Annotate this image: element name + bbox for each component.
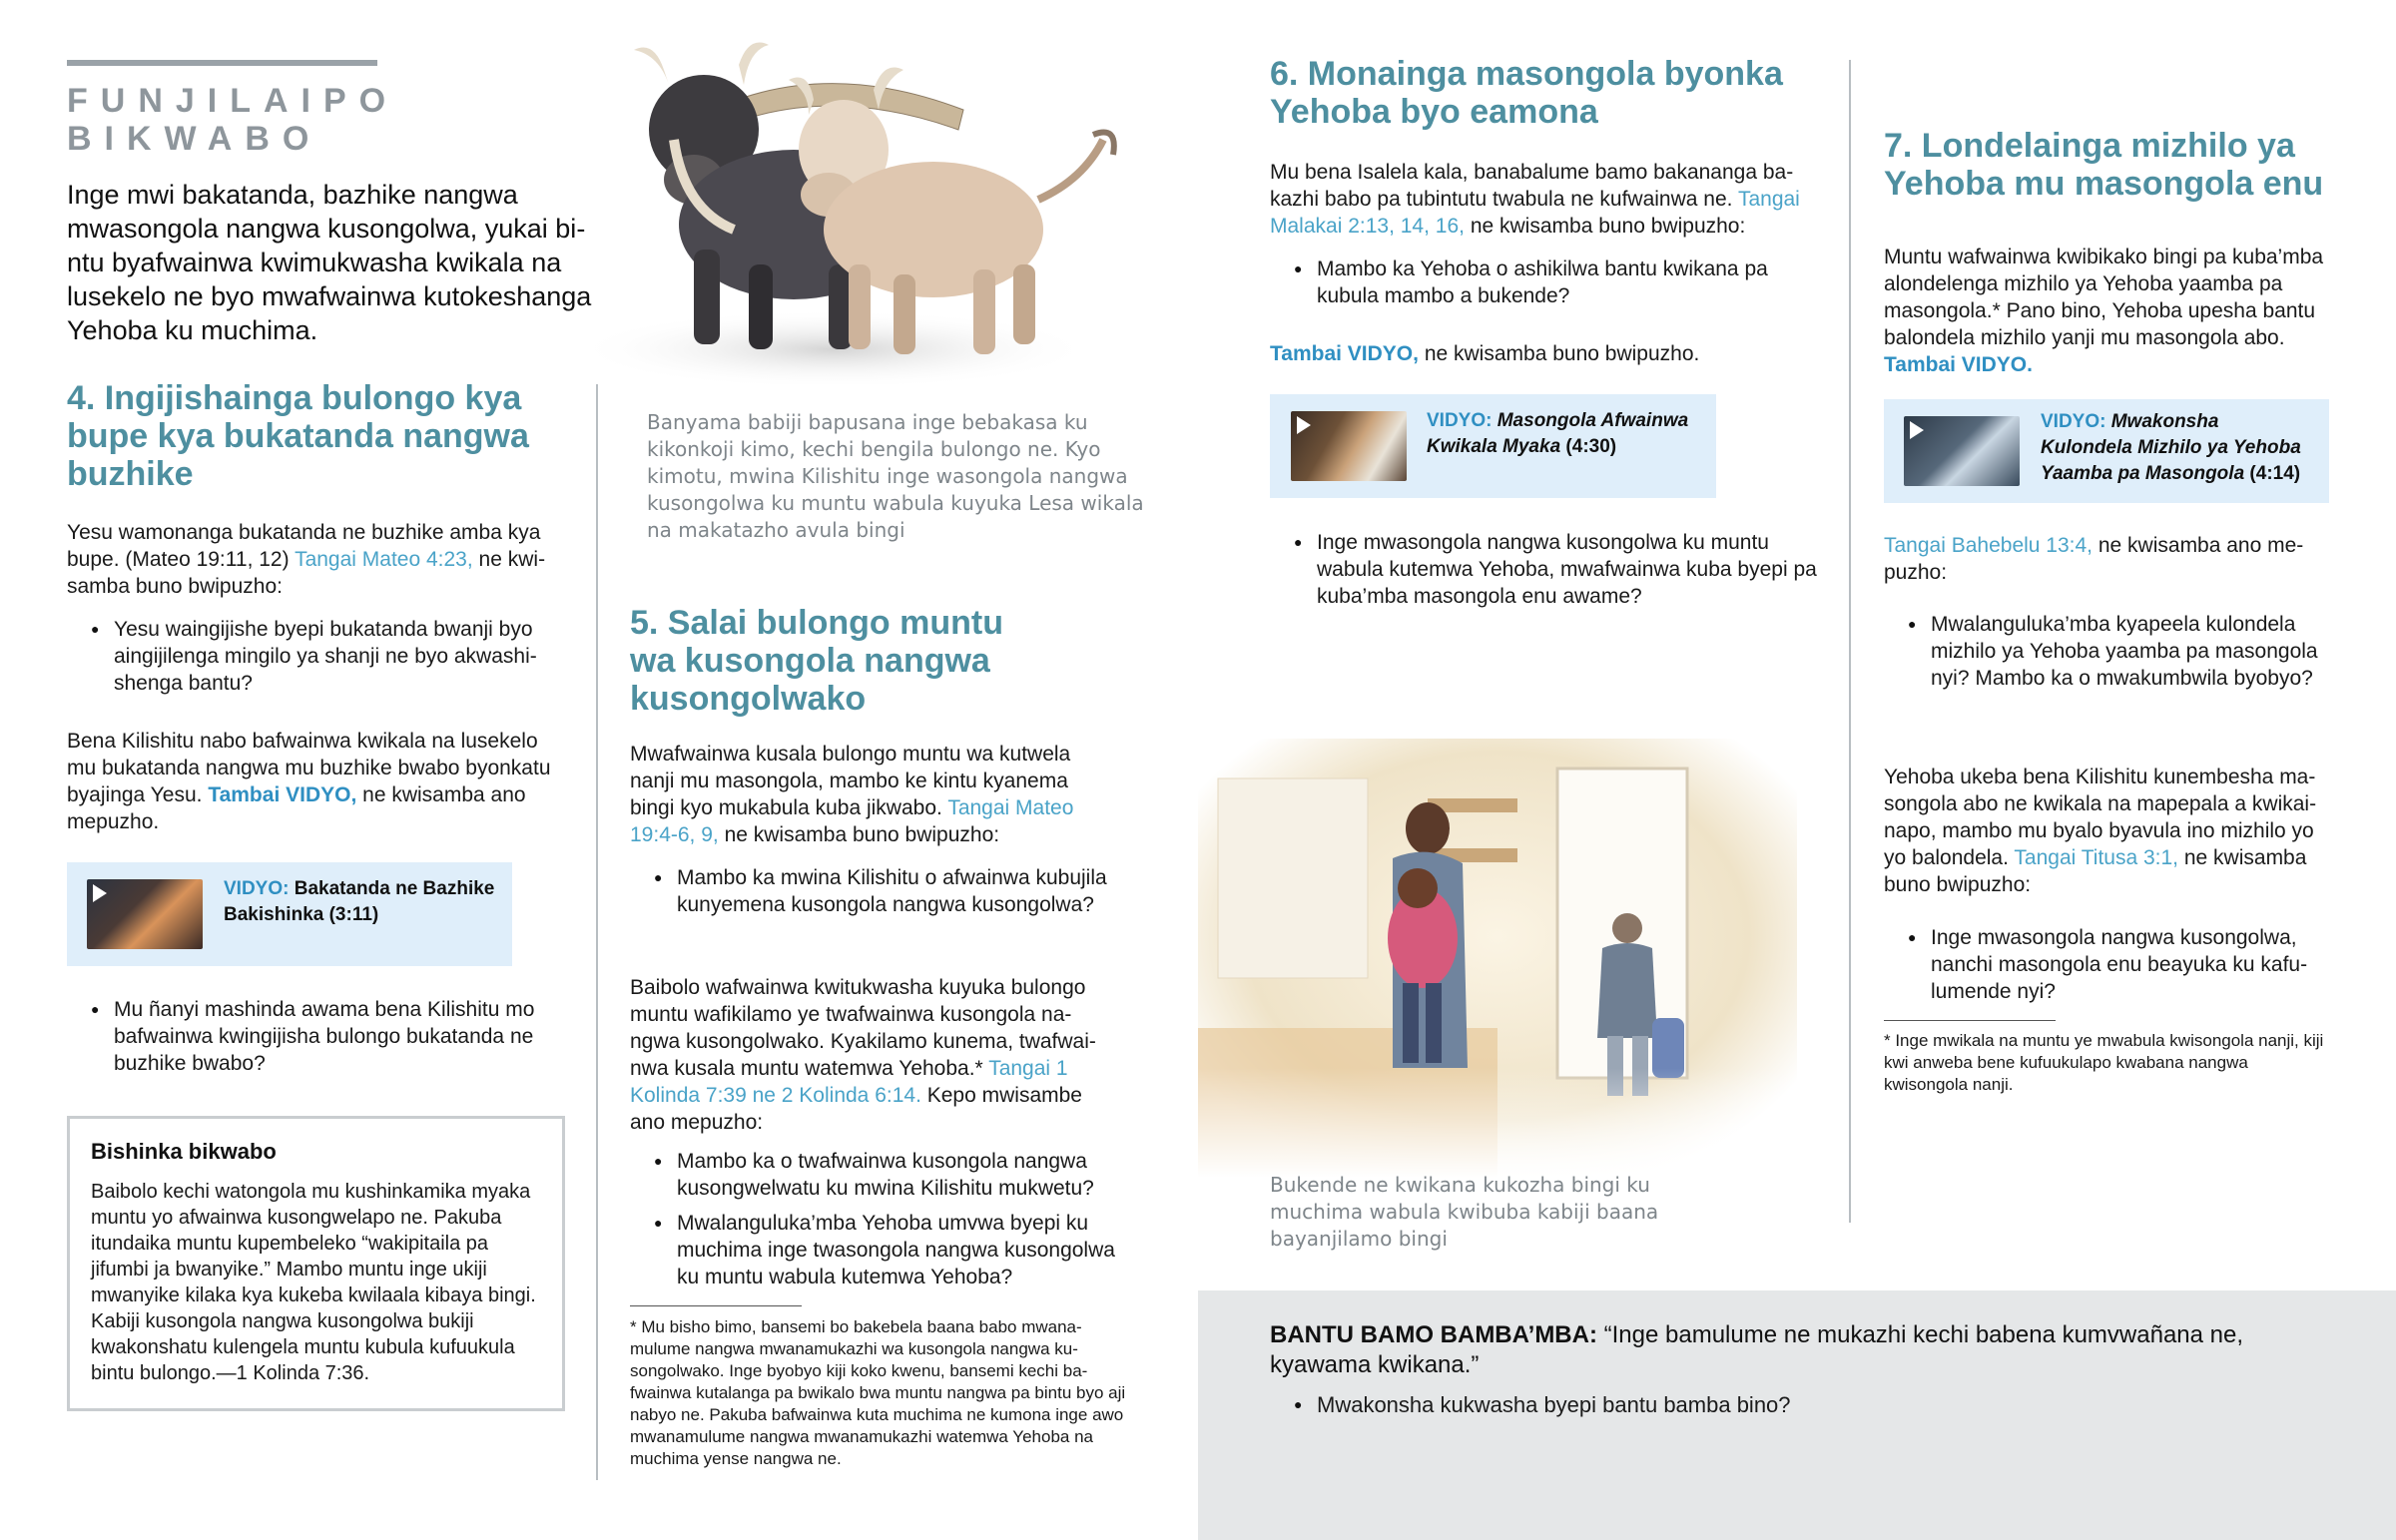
text: Kepo mwisambe ano mepuzho: — [630, 1084, 1082, 1134]
video-label: VIDYO: — [1427, 410, 1493, 431]
text: Bena Kilishitu nabo bafwainwa kwikala na lusekelo mu bukatanda nangwa mu buzhike bwabo byonkatu byajinga Yesu. — [67, 730, 551, 806]
panel-quote — [1270, 1320, 2268, 1380]
text: Baibolo wafwainwa kwitukwasha kuyuka bulongo muntu wafikilamo ye twafwainwa kusongola nangwa kusongolwako. Kyakilamo kunema, twafwainwa kusala muntu watemwa Yehoba.* — [630, 976, 1096, 1080]
window — [1218, 778, 1368, 978]
question-item: ● Mu ñanyi mashinda awama bena Kilishitu mo bafwainwa kwingijisha bulongo bukatanda ne buzhike bwabo? — [67, 996, 576, 1077]
question-item: ● Yesu waingijishe byepi bukatanda bwanji byo aingijilenga mingilo ya shanji ne byo akwashishenga bantu? — [67, 616, 566, 697]
play-icon[interactable] — [93, 884, 107, 902]
question-item: ● Inge mwasongola nangwa kusongolwa, nanchi masongola enu beayuka ku kafulumende nyi? — [1884, 924, 2333, 1005]
text: ne kwisamba buno bwipuzho: — [724, 823, 1000, 846]
section-6-title: 6. Monainga masongola byonka Yehoba byo eamona — [1270, 55, 1783, 131]
scripture-link[interactable]: Tangai Bahebelu 13:4, — [1884, 534, 2094, 557]
video-label: VIDYO: — [2041, 411, 2106, 432]
box-text: Baibolo kechi watongola mu kushinkamika myaka muntu yo afwainwa kusongwelapo ne. Pakuba itundaika muntu kupembeleko “wakipitaila pa jifumbi ja bwanyike.” Mambo muntu inge ukiji mwanyike kilaka kya kukeba kwilaala kibaya bingi. Kabiji kusongola nangwa kusongolwa bukiji kwakonshatu kulengela muntu kubula kufuukula bintu bulongo.—1 Kolinda 7:36. — [91, 1181, 536, 1384]
section-7-questions-2 — [1884, 924, 2333, 1013]
panel-questions — [1270, 1391, 2168, 1426]
text: Yesu wamonanga bukatanda ne buzhike amba kya bupe. (Mateo 19:11, 12) — [67, 521, 541, 571]
video-card-follow-laws[interactable] — [1884, 399, 2329, 503]
section-6-questions-2 — [1270, 529, 1824, 618]
video-duration: (4:14) — [2249, 463, 2301, 484]
section-5-paragraph-1 — [630, 741, 1099, 848]
video-link[interactable]: Tambai VIDYO. — [1884, 353, 2033, 376]
question-item: ● Mambo ka mwina Kilishitu o afwainwa kubujila kunyemena kusongola nangwa kusongolwa? — [630, 864, 1109, 918]
text: ne kwisamba buno bwipuzho: — [1470, 215, 1746, 238]
more-points-box — [67, 1116, 565, 1411]
question-item: ● Mambo ka Yehoba o ashikilwa bantu kwikana pa kubula mambo a bukende? — [1270, 256, 1809, 309]
section-4-questions-1 — [67, 616, 566, 705]
video-card-lasting-marriage[interactable] — [1270, 394, 1716, 498]
video-title: Masongola Afwainwa Kwikala Myaka — [1427, 410, 1689, 457]
section-6-questions-1 — [1270, 256, 1809, 317]
box-title: Bishinka bikwabo — [91, 1139, 277, 1164]
footnote-rule — [630, 1305, 802, 1306]
family-illustration — [1198, 739, 1797, 1178]
question-item: ● Inge mwasongola nangwa kusongolwa ku muntu wabula kutemwa Yehoba, mwafwainwa kuba byepi pa kuba’mba masongola enu awame? — [1270, 529, 1824, 610]
section-7-title: 7. Londelainga mizhilo ya Yehoba mu masongola enu — [1884, 127, 2324, 203]
section-6-paragraph-2 — [1270, 340, 1819, 367]
section-7-footnote: * Inge mwikala na muntu ye mwabula kwisongola nanji, kiji kwi anweba bene kufuukulapo kwabana nangwa kwisongola nanji. — [1884, 1031, 2324, 1094]
scripture-link[interactable]: Tangai Titusa 3:1, — [2014, 846, 2179, 869]
footnote-rule — [1884, 1020, 2056, 1021]
section-7-paragraph-3 — [1884, 764, 2333, 898]
section-5-title: 5. Salai bulongo muntu wa kusongola nangwa kusongolwako — [630, 604, 1003, 718]
video-text — [2041, 409, 2315, 487]
video-text — [1427, 408, 1702, 460]
scripture-link[interactable]: Tangai Mateo 19:4-6, 9, — [630, 796, 1074, 846]
column-divider — [596, 384, 598, 1480]
panel-label: BANTU BAMO BAMBA’MBA: — [1270, 1321, 1597, 1348]
section-4-paragraph-2 — [67, 728, 566, 835]
video-text — [224, 876, 498, 928]
text: Mu bena Isalela kala, banabalume bamo bakananga bakazhi babo pa tubintutu twabula ne kufwainwa ne. — [1270, 161, 1794, 211]
question-item: ● Mwakonsha kukwasha byepi bantu bamba bino? — [1270, 1391, 2168, 1418]
text: ne kwisamba buno bwipuzho: — [1884, 846, 2307, 896]
section-5-paragraph-2 — [630, 974, 1109, 1136]
text: ne kwisamba buno bwipuzho: — [67, 548, 546, 598]
text: Yehoba ukeba bena Kilishitu kunembesha masongola abo ne kwikala na mapepala a kwikainapo, mambo mu byalo byavula ino mizhilo yo yo balondela. — [1884, 766, 2317, 869]
section-7-questions-1 — [1884, 611, 2328, 700]
oxen-caption: Banyama babiji bapusana inge bebakasa ku kikonkoji kimo, kechi bengila bulongo ne. Kyo kimotu, mwina Kilishitu inge wasongola nangwa kusongolwa ku muntu wabula kuyuka Lesa wikala na makatazho avula bingi — [647, 410, 1144, 542]
video-card-singles[interactable] — [67, 862, 512, 966]
video-link[interactable]: Tambai VIDYO, — [208, 783, 357, 806]
text: ne kwisamba buno bwipuzho. — [1424, 342, 1700, 365]
video-link[interactable]: Tambai VIDYO, — [1270, 342, 1419, 365]
section-4-paragraph-1 — [67, 519, 566, 600]
family-caption: Bukende ne kwikana kukozha bingi ku muchima wabula kwibuba kabiji baana bayanjilamo bingi — [1270, 1173, 1659, 1251]
play-icon[interactable] — [1297, 416, 1311, 434]
section-6-paragraph-1 — [1270, 159, 1819, 240]
scripture-link[interactable]: Tangai Mateo 4:23, — [295, 548, 473, 571]
column-divider — [1849, 60, 1851, 1223]
video-duration: (4:30) — [1565, 436, 1617, 457]
kicker-title: FUNJILAIPO BIKWABO — [67, 82, 399, 158]
section-4-questions-2 — [67, 996, 576, 1085]
video-title: Bakatanda ne Bazhike Bakishinka (3:11) — [224, 878, 495, 925]
kicker-rule — [67, 60, 377, 66]
section-7-paragraph-1 — [1884, 244, 2343, 378]
bottom-fade — [1198, 1068, 1797, 1178]
quote-text: “Inge bamulume ne mukazhi kechi babena kumvwañana ne, kyawama kwikana.” — [1270, 1321, 2244, 1378]
scripture-link[interactable]: Tangai Malakai 2:13, 14, 16, — [1270, 188, 1800, 238]
oxen-illustration — [574, 30, 1143, 384]
section-5-footnote: * Mu bisho bimo, bansemi bo bakebela baana babo mwanamulume nangwa mwanamukazhi wa kusongola nangwa kusongolwako. Inge byobyo kiji koko kwenu, bansemi kechi bafwainwa kutalanga pa bwikalo bwa muntu nangwa pa bintu byo aji nabyo ne. Pakuba bafwainwa kuta muchima ne kumona inge awo mwanamulume nangwa mwanamukazhi watemwa Yehoba na muchima yense nangwa ne. — [630, 1317, 1126, 1468]
question-item: ● Mambo ka o twafwainwa kusongola nangwa kusongwelwatu ku mwina Kilishitu mukwetu? — [630, 1148, 1124, 1202]
section-5-questions-2 — [630, 1148, 1124, 1298]
text: ne kwisamba ano mepuzho: — [1884, 534, 2304, 584]
play-icon[interactable] — [1910, 421, 1924, 439]
question-item: ● Mwalanguluka’mba Yehoba umvwa byepi ku muchima inge twasongola nangwa kusongolwa ku muntu wabula kutemwa Yehoba? — [630, 1210, 1124, 1290]
section-4-title: 4. Ingijishainga bulongo kya bupe kya bukatanda nangwa buzhike — [67, 379, 529, 493]
text: ne kwisamba ano mepuzho. — [67, 783, 526, 833]
discussion-panel — [1198, 1290, 2396, 1540]
section-5-questions-1 — [630, 864, 1109, 926]
question-item: ● Mwalanguluka’mba kyapeela kulondela mizhilo ya Yehoba yaamba pa masongola nyi? Mambo ka o mwakumbwila byobyo? — [1884, 611, 2328, 692]
video-title: Mwakonsha Kulondela Mizhilo ya Yehoba Yaamba pa Masongola — [2041, 411, 2301, 484]
video-label: VIDYO: — [224, 878, 290, 899]
text: Muntu wafwainwa kwibikako bingi pa kuba’mba alondelenga mizhilo ya Yehoba yaamba pa masongola.* Pano bino, Yehoba upesha bantu balondela mizhilo yanji mu masongola abo. — [1884, 246, 2324, 349]
intro-paragraph: Inge mwi bakatanda, bazhike nangwa mwasongola nangwa kusongolwa, yukai bintu byafwainwa kwimukwasha kwikala na lusekelo ne byo mwafwainwa kutokeshanga Yehoba ku muchima. — [67, 180, 592, 345]
section-7-paragraph-2 — [1884, 532, 2333, 586]
text: Mwafwainwa kusala bulongo muntu wa kutwela nanji mu masongola, mambo ke kintu kyanema bingi kyo mukabula kuba jikwabo. — [630, 743, 1071, 819]
scripture-link[interactable]: Tangai 1 Kolinda 7:39 ne 2 Kolinda 6:14. — [630, 1057, 1068, 1107]
